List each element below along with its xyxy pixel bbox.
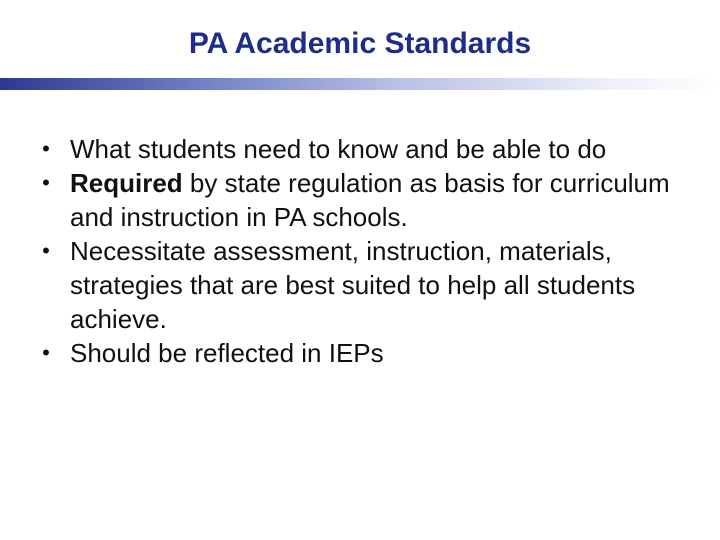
bullet-text: Should be reflected in IEPs bbox=[70, 338, 384, 368]
bullet-item-2 bbox=[36, 166, 686, 234]
bullet-list bbox=[36, 132, 686, 370]
bullet-item-1 bbox=[36, 132, 686, 166]
title-underline-gradient bbox=[0, 78, 720, 90]
bullet-text: Necessitate assessment, instruction, materials, strategies that are best suited to help all students achieve. bbox=[70, 236, 636, 334]
bullet-item-4 bbox=[36, 336, 686, 370]
bullet-text: by state regulation as basis for curriculum and instruction in PA schools. bbox=[70, 168, 670, 232]
bullet-icon: • bbox=[42, 170, 50, 195]
bullet-item-3 bbox=[36, 234, 686, 336]
bullet-icon: • bbox=[42, 136, 50, 161]
slide-title: PA Academic Standards bbox=[188, 27, 532, 60]
bullet-emphasis: Required bbox=[70, 168, 183, 198]
bullet-icon: • bbox=[42, 238, 50, 263]
bullet-text: What students need to know and be able to do bbox=[70, 134, 607, 164]
bullet-icon: • bbox=[42, 340, 50, 365]
